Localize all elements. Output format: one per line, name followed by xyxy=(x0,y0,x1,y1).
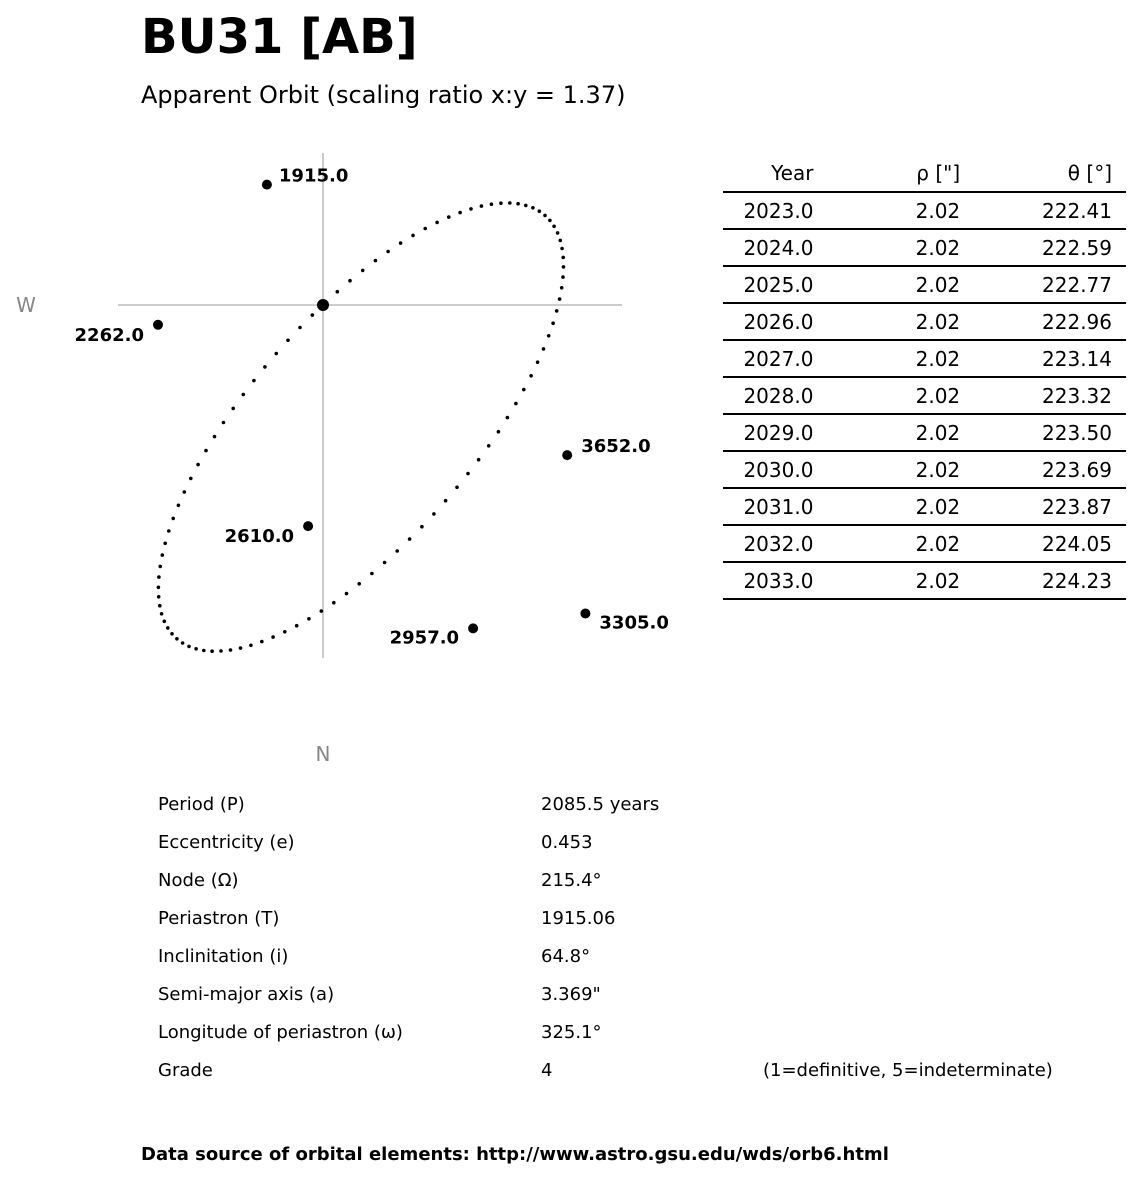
ephemeris-row xyxy=(723,377,1126,414)
orbit-dot xyxy=(194,647,198,651)
element-label: Inclinitation (i) xyxy=(158,946,289,967)
ephemeris-row xyxy=(723,451,1126,488)
year-cell: 2025.0 xyxy=(723,266,813,303)
element-value: 4 xyxy=(541,1060,553,1081)
orbit-dot xyxy=(298,326,302,330)
orbit-dot xyxy=(560,286,564,290)
ephemeris-row xyxy=(723,488,1126,525)
epoch-label: 1915.0 xyxy=(278,165,349,187)
page-subtitle: Apparent Orbit (scaling ratio x:y = 1.37) xyxy=(141,81,626,109)
orbit-dot xyxy=(490,202,494,206)
ephemeris-table xyxy=(723,155,1126,600)
orbit-dot xyxy=(283,630,287,634)
orbit-dot xyxy=(469,207,473,211)
orbit-dot xyxy=(556,231,560,235)
orbit-dot xyxy=(399,241,403,245)
orbit-dot xyxy=(552,225,556,229)
rho-cell: 2.02 xyxy=(813,525,960,562)
theta-cell: 223.50 xyxy=(960,414,1126,451)
orbit-dot xyxy=(167,529,171,533)
orbit-dot xyxy=(561,256,565,260)
element-label: Node (Ω) xyxy=(158,870,239,891)
orbit-dot xyxy=(336,290,340,294)
orbit-dot xyxy=(444,499,448,503)
year-cell: 2031.0 xyxy=(723,488,813,525)
orbit-dot xyxy=(522,388,526,392)
orbit-dot xyxy=(187,645,191,649)
orbit-dot xyxy=(183,490,187,494)
theta-cell: 224.05 xyxy=(960,525,1126,562)
orbit-dot xyxy=(524,204,528,208)
orbit-dot xyxy=(202,649,206,653)
theta-cell: 222.59 xyxy=(960,229,1126,266)
orbit-dot xyxy=(499,201,503,205)
rho-cell: 2.02 xyxy=(813,414,960,451)
element-note: (1=definitive, 5=indeterminate) xyxy=(763,1060,1053,1081)
theta-cell: 222.41 xyxy=(960,192,1126,229)
epoch-point xyxy=(468,623,478,633)
year-cell: 2028.0 xyxy=(723,377,813,414)
orbit-dot xyxy=(487,444,491,448)
orbit-dot xyxy=(252,379,256,383)
rho-cell: 2.02 xyxy=(813,562,960,599)
orbit-dot xyxy=(361,269,365,273)
orbit-dot xyxy=(332,601,336,605)
element-label: Longitude of periastron (ω) xyxy=(158,1022,403,1043)
orbit-dot xyxy=(408,537,412,541)
west-label: W xyxy=(16,293,36,317)
element-value: 64.8° xyxy=(541,946,591,967)
element-label: Period (P) xyxy=(158,794,245,815)
element-value: 2085.5 years xyxy=(541,794,660,815)
orbit-dot xyxy=(229,648,233,652)
orbit-dot xyxy=(196,463,200,467)
header-year: Year xyxy=(723,155,813,192)
orbit-dot xyxy=(307,617,311,621)
orbit-dot xyxy=(263,365,267,369)
orbit-dot xyxy=(157,575,161,579)
orbit-dot xyxy=(561,275,565,279)
theta-cell: 223.32 xyxy=(960,377,1126,414)
orbit-dot xyxy=(411,234,415,238)
rho-cell: 2.02 xyxy=(813,488,960,525)
orbit-dot xyxy=(158,565,162,569)
theta-cell: 223.14 xyxy=(960,340,1126,377)
orbit-dot xyxy=(538,209,542,213)
epoch-label: 3652.0 xyxy=(581,436,651,458)
theta-cell: 223.87 xyxy=(960,488,1126,525)
orbit-dot xyxy=(161,553,165,557)
ephemeris-row xyxy=(723,414,1126,451)
orbit-dot xyxy=(219,649,223,653)
orbit-dot xyxy=(286,339,290,343)
theta-cell: 223.69 xyxy=(960,451,1126,488)
orbit-dot xyxy=(559,239,563,243)
orbit-dot xyxy=(204,449,208,453)
orbit-dot xyxy=(455,486,459,490)
ephemeris-row xyxy=(723,303,1126,340)
orbit-dot xyxy=(213,435,217,439)
ephemeris-row xyxy=(723,192,1126,229)
epoch-point xyxy=(580,609,590,619)
element-value: 215.4° xyxy=(541,870,602,891)
ephemeris-row xyxy=(723,266,1126,303)
header-theta: θ [°] xyxy=(960,155,1126,192)
orbit-dot xyxy=(548,219,552,223)
orbit-dot xyxy=(435,221,439,225)
year-cell: 2024.0 xyxy=(723,229,813,266)
epoch-point xyxy=(262,180,272,190)
orbit-dot xyxy=(249,644,253,648)
rho-cell: 2.02 xyxy=(813,340,960,377)
orbit-labelled-points xyxy=(75,166,669,649)
ephemeris-header-row xyxy=(723,155,1126,192)
orbit-dot xyxy=(295,624,299,628)
orbit-dot xyxy=(514,402,518,406)
orbit-dot xyxy=(242,393,246,397)
orbit-dot xyxy=(177,504,181,508)
orbit-dot xyxy=(497,430,501,434)
orbit-path xyxy=(157,201,566,653)
year-cell: 2029.0 xyxy=(723,414,813,451)
orbit-dot xyxy=(420,525,424,529)
orbit-dot xyxy=(543,214,547,218)
orbit-dot xyxy=(160,612,164,616)
ephemeris-row xyxy=(723,562,1126,599)
rho-cell: 2.02 xyxy=(813,303,960,340)
orbit-dot xyxy=(222,421,226,425)
orbit-dot xyxy=(348,279,352,283)
year-cell: 2030.0 xyxy=(723,451,813,488)
orbit-dot xyxy=(529,374,533,378)
orbit-dot xyxy=(239,646,243,650)
orbit-dot xyxy=(157,586,161,590)
orbit-dot xyxy=(562,265,566,269)
orbit-dot xyxy=(477,458,481,462)
ephemeris-row xyxy=(723,229,1126,266)
orbit-dot xyxy=(466,472,470,476)
orbit-dot xyxy=(370,572,374,576)
orbit-dot xyxy=(480,204,484,208)
orbit-dot xyxy=(508,201,512,205)
orbit-dot xyxy=(163,542,167,546)
orbit-dot xyxy=(560,247,564,251)
orbit-dot xyxy=(260,640,264,644)
rho-cell: 2.02 xyxy=(813,266,960,303)
rho-cell: 2.02 xyxy=(813,377,960,414)
year-cell: 2033.0 xyxy=(723,562,813,599)
epoch-label: 2610.0 xyxy=(224,526,295,548)
epoch-point xyxy=(562,450,572,460)
orbit-dot xyxy=(423,227,427,231)
orbit-dot xyxy=(506,416,510,420)
theta-cell: 222.77 xyxy=(960,266,1126,303)
element-value: 325.1° xyxy=(541,1022,602,1043)
orbit-dot xyxy=(311,313,315,317)
rho-cell: 2.02 xyxy=(813,192,960,229)
rho-cell: 2.02 xyxy=(813,229,960,266)
element-label: Periastron (T) xyxy=(158,908,280,929)
orbit-dot xyxy=(166,626,170,630)
orbit-dot xyxy=(181,641,185,645)
orbit-dot xyxy=(536,360,540,364)
orbit-dot xyxy=(320,609,324,613)
element-value: 1915.06 xyxy=(541,908,616,929)
orbit-dot xyxy=(357,582,361,586)
ephemeris-row xyxy=(723,340,1126,377)
orbit-dot xyxy=(171,517,175,521)
element-label: Grade xyxy=(158,1060,213,1081)
orbit-dot xyxy=(542,347,546,351)
rho-cell: 2.02 xyxy=(813,451,960,488)
year-cell: 2027.0 xyxy=(723,340,813,377)
element-label: Eccentricity (e) xyxy=(158,832,295,853)
year-cell: 2026.0 xyxy=(723,303,813,340)
year-cell: 2023.0 xyxy=(723,192,813,229)
orbit-dot xyxy=(432,512,436,516)
orbit-dot xyxy=(547,334,551,338)
orbit-dot xyxy=(210,649,214,653)
epoch-point xyxy=(153,320,163,330)
orbit-dot xyxy=(157,595,161,599)
epoch-point xyxy=(303,521,313,531)
element-label: Semi-major axis (a) xyxy=(158,984,335,1005)
year-cell: 2032.0 xyxy=(723,525,813,562)
header-rho: ρ ["] xyxy=(813,155,960,192)
theta-cell: 224.23 xyxy=(960,562,1126,599)
orbit-dot xyxy=(395,549,399,553)
epoch-label: 2957.0 xyxy=(389,627,460,649)
orbit-dot xyxy=(170,632,174,636)
page-title: BU31 [AB] xyxy=(141,9,418,65)
orbit-dot xyxy=(275,352,279,356)
orbit-dot xyxy=(555,309,559,313)
north-label: N xyxy=(315,742,331,766)
orbit-dot xyxy=(516,202,520,206)
orbit-dot xyxy=(345,592,349,596)
orbit-dot xyxy=(386,250,390,254)
orbit-dot xyxy=(158,604,162,608)
orbit-dot xyxy=(189,477,193,481)
ephemeris-row xyxy=(723,525,1126,562)
orbit-dot xyxy=(175,637,179,641)
epoch-label: 2262.0 xyxy=(74,324,144,346)
orbit-dot xyxy=(447,215,451,219)
orbit-dot xyxy=(551,321,555,325)
orbit-dot xyxy=(271,635,275,639)
data-source-footer: Data source of orbital elements: http://www.astro.gsu.edu/wds/orb6.html xyxy=(141,1144,889,1165)
orbit-dot xyxy=(231,407,235,411)
element-value: 3.369" xyxy=(541,984,601,1005)
orbit-dot xyxy=(558,297,562,301)
orbit-dot xyxy=(383,561,387,565)
element-value: 0.453 xyxy=(541,832,593,853)
orbit-dot xyxy=(531,206,535,210)
orbit-dot xyxy=(374,259,378,263)
orbit-dot xyxy=(458,211,462,215)
primary-star xyxy=(317,299,329,311)
theta-cell: 222.96 xyxy=(960,303,1126,340)
epoch-label: 3305.0 xyxy=(599,612,669,634)
orbit-dot xyxy=(163,620,167,624)
